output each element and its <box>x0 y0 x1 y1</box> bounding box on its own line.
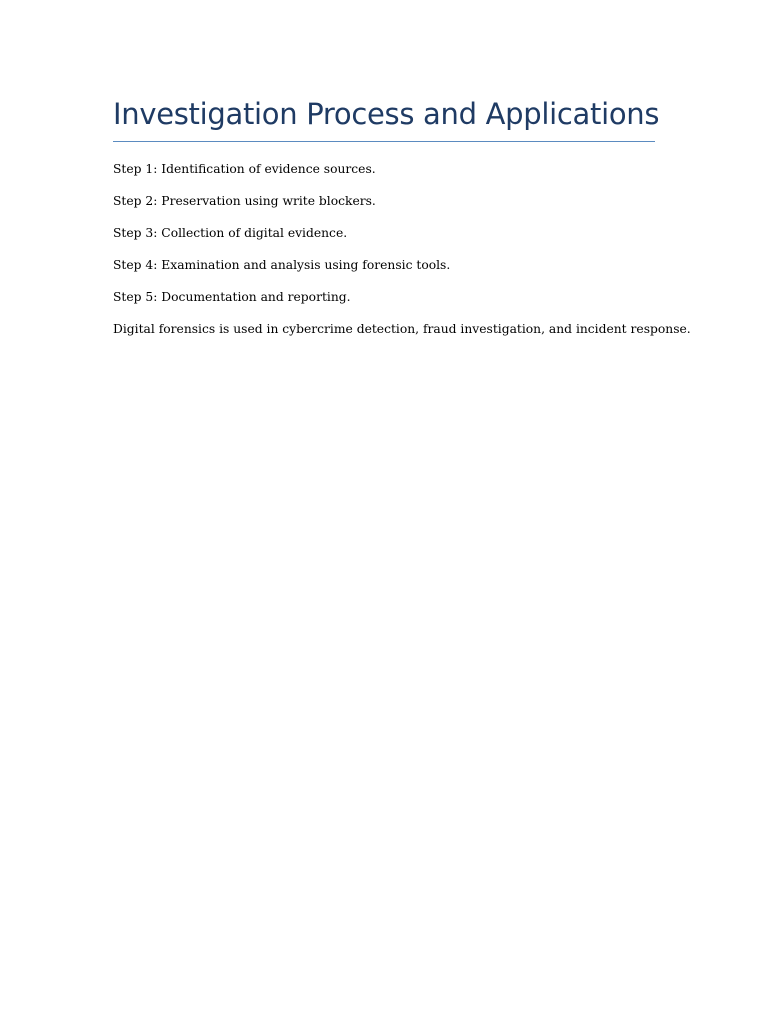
applications-paragraph: Digital forensics is used in cybercrime detection, fraud investigation, and incident response. <box>113 322 691 336</box>
step-1-paragraph: Step 1: Identification of evidence sources. <box>113 162 376 176</box>
paragraph-list <box>113 161 691 353</box>
step-4-paragraph: Step 4: Examination and analysis using forensic tools. <box>113 258 451 272</box>
page-title: Investigation Process and Applications <box>113 94 655 142</box>
document-body <box>113 94 691 353</box>
step-3-paragraph: Step 3: Collection of digital evidence. <box>113 226 348 240</box>
step-5-paragraph: Step 5: Documentation and reporting. <box>113 290 351 304</box>
step-2-paragraph: Step 2: Preservation using write blockers. <box>113 194 376 208</box>
